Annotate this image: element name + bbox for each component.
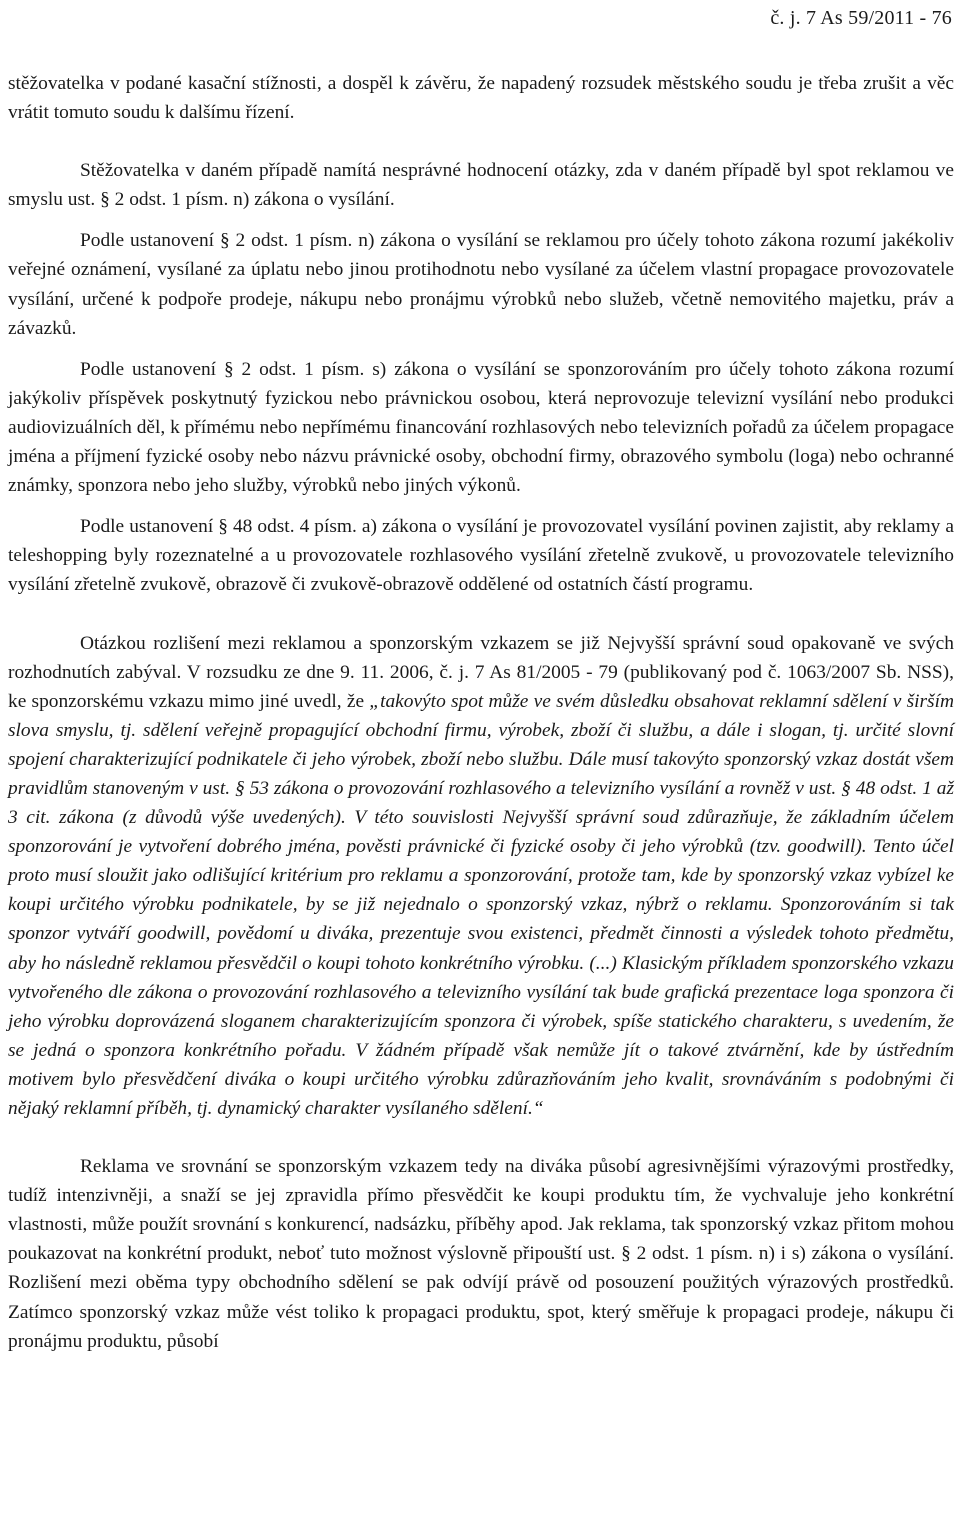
paragraph-sponsorship-definition: Podle ustanovení § 2 odst. 1 písm. s) zákona o vysílání se sponzorováním pro účely tohoto zákona rozumí jakýkoliv příspěvek poskytnutý fyzickou nebo právnickou osobou, která neprovozuje televizní vysílání nebo produkci audiovizuálních děl, k přímému nebo nepřímému financování rozhlasových nebo televizních pořadů za účelem propagace jména a příjmení fyzické osoby nebo názvu právnické osoby, obchodní firmy, obrazového symbolu (loga) nebo ochranné známky, sponzora nebo jeho služby, výrobků nebo jiných výkonů. — [8, 358, 954, 497]
paragraph-continuation: stěžovatelka v podané kasační stížnosti, a dospěl k závěru, že napadený rozsudek městského soudu je třeba zrušit a věc vrátit tomuto soudu k dalšímu řízení. — [8, 73, 954, 124]
paragraph-objection: Stěžovatelka v daném případě namítá nesprávné hodnocení otázky, zda v daném případě byl spot reklamou ve smyslu ust. § 2 odst. 1 písm. n) zákona o vysílání. — [8, 160, 954, 211]
paragraph-separation-duty: Podle ustanovení § 48 odst. 4 písm. a) zákona o vysílání je provozovatel vysílání povinen zajistit, aby reklamy a teleshopping byly rozeznatelné a u provozovatele rozhlasového vysílání zřetelně zvukově, u provozovatele televizního vysílání zřetelně zvukově, obrazově či zvukově-obrazově oddělené od ostatních částí programu. — [8, 516, 954, 596]
document-body — [8, 69, 954, 1356]
case-law-quote: „takovýto spot může ve svém důsledku obsahovat reklamní sdělení v širším slova smyslu, tj. sdělení veřejně propagující obchodní firmu, výrobek, zboží či službu, a dále i slogan, tj. určité slovní spojení charakterizující podnikatele či jeho výrobek, zboží nebo službu. Dále musí takovýto sponzorský vzkaz dostát všem pravidlům stanoveným v ust. § 53 zákona o provozování rozhlasového a televizního vysílání a rovněž v ust. § 48 odst. 1 až 3 cit. zákona (z důvodů výše uvedených). V této souvislosti Nejvyšší správní soud zdůrazňuje, že základním účelem sponzorování je vytvoření dobrého jména, pověsti právnické či fyzické osoby či jeho výrobků (tzv. goodwill). Tento účel proto musí sloužit jako odlišující kritérium pro reklamu a sponzorování, protože tam, kde by sponzorský vzkaz vybízel ke koupi určitého výrobku podnikatele, by se již nejednalo o sponzorský vzkaz, nýbrž o reklamu. Sponzorováním si tak sponzor vytváří goodwill, povědomí u diváka, prezentuje svou existenci, předmět činnosti a výsledek tohoto předmětu, aby ho následně reklamou přesvědčil o koupi tohoto konkrétního výrobku. (...) Klasickým příkladem sponzorského vzkazu vytvořeného dle zákona o provozování rozhlasového a televizního vysílání tak bude grafická prezentace loga sponzora či jeho výrobku doprovázená sloganem charakterizujícím sponzora či výrobek, spíše statického charakteru, s uvedením, že se jedná o sponzora konkrétního pořadu. V žádném případě však nemůže jít o takové ztvárnění, kde by ústředním motivem bylo přesvědčení diváka o koupi určitého výrobku zdůrazňováním jeho kvalit, srovnáváním s podobnými či nějaký reklamní příběh, tj. dynamický charakter vysílaného sdělení.“ — [8, 690, 954, 1119]
case-reference: č. j. 7 As 59/2011 - 76 — [770, 7, 952, 29]
paragraph-advertising-definition: Podle ustanovení § 2 odst. 1 písm. n) zákona o vysílání se reklamou pro účely tohoto zákona rozumí jakékoliv veřejné oznámení, vysílané za úplatu nebo jinou protihodnotu nebo vysílané za účelem vlastní propagace provozovatele vysílání, určené k podpoře prodeje, nákupu nebo pronájmu výrobků nebo služeb, včetně nemovitého majetku, práv a závazků. — [8, 230, 954, 339]
paragraph-comparison: Reklama ve srovnání se sponzorským vzkazem tedy na diváka působí agresivnějšími výrazovými prostředky, tudíž intenzivněji, a snaží se jej zpravidla přímo přesvědčit ke koupi produktu tím, že vychvaluje jeho konkrétní vlastnosti, může použít srovnání s konkurencí, nadsázku, příběhy apod. Jak reklama, tak sponzorský vzkaz přitom mohou poukazovat na konkrétní produkt, neboť tuto možnost výslovně připouští ust. § 2 odst. 1 písm. n) i s) zákona o vysílání. Rozlišení mezi oběma typy obchodního sdělení se pak odvíjí právě od posouzení použitých výrazových prostředků. Zatímco sponzorský vzkaz může vést toliko k propagaci produktu, spot, který směřuje k propagaci prodeje, nákupu či pronájmu produktu, působí — [8, 1156, 954, 1352]
case-law-intro: Otázkou rozlišení mezi reklamou a sponzorským vzkazem se již Nejvyšší správní soud opakovaně ve svých rozhodnutích zabýval. V rozsudku ze dne 9. 11. 2006, č. j. 7 As 81/2005 - 79 (publikovaný pod č. 1063/2007 Sb. NSS), ke sponzorskému vzkazu mimo jiné uvedl, že — [8, 632, 954, 712]
paragraph-case-law — [8, 629, 954, 1124]
